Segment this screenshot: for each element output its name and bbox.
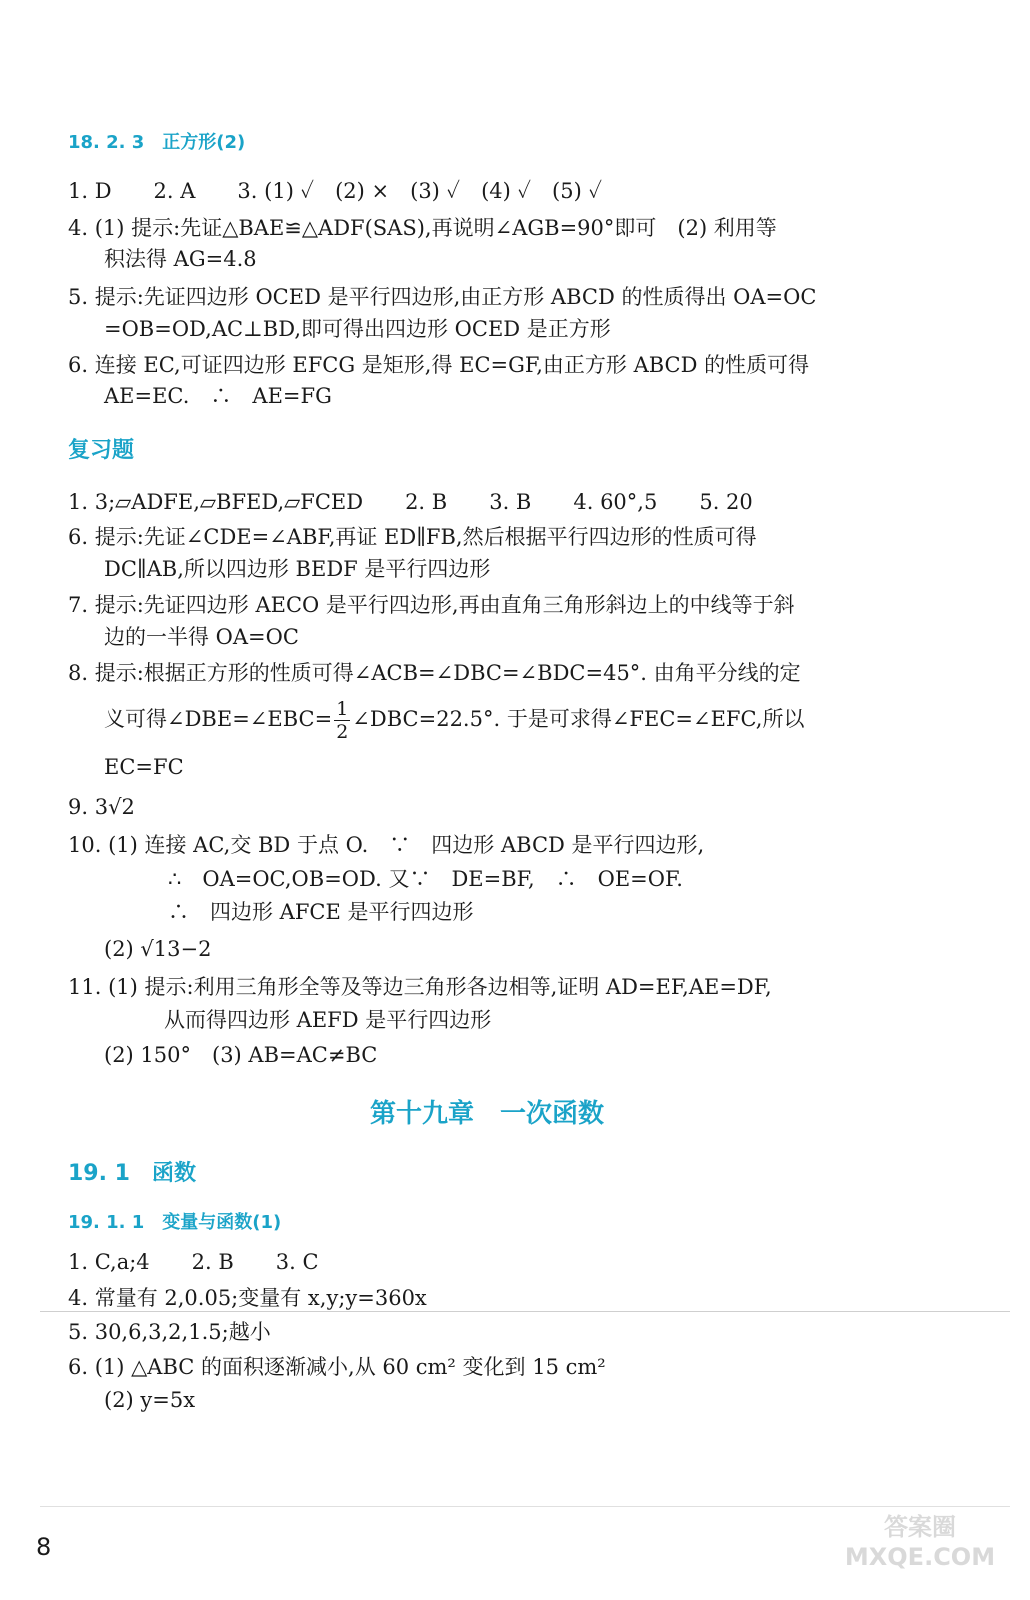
answer-line: 1. 3;▱ADFE,▱BFED,▱FCED 2. B 3. B 4. 60°,5 5. 20 bbox=[68, 490, 753, 514]
answer-line: 4. (1) 提示:先证△BAE≌△ADF(SAS),再说明∠AGB=90°即可 (2) 利用等 bbox=[68, 216, 777, 240]
answer-line: ∴ 四边形 AFCE 是平行四边形 bbox=[168, 900, 474, 924]
answer-line: 6. 连接 EC,可证四边形 EFCG 是矩形,得 EC=GF,由正方形 ABCD 的性质可得 bbox=[68, 353, 810, 377]
answer-line: 11. (1) 提示:利用三角形全等及等边三角形各边相等,证明 AD=EF,AE=DF, bbox=[68, 975, 772, 999]
section-heading-18-2-3: 18. 2. 3 正方形(2) bbox=[68, 132, 246, 153]
answer-line: 7. 提示:先证四边形 AECO 是平行四边形,再由直角三角形斜边上的中线等于斜 bbox=[68, 593, 795, 617]
watermark: 答案圈 MXQE.COM bbox=[844, 1513, 996, 1571]
text-segment: 义可得∠DBE=∠EBC= bbox=[104, 707, 333, 731]
fraction bbox=[334, 698, 350, 743]
answer-line: 6. (1) △ABC 的面积逐渐减小,从 60 cm² 变化到 15 cm² bbox=[68, 1355, 606, 1379]
answer-line: 5. 提示:先证四边形 OCED 是平行四边形,由正方形 ABCD 的性质得出 OA=OC bbox=[68, 285, 817, 309]
answer-line: (2) y=5x bbox=[104, 1388, 196, 1412]
section-heading-review: 复习题 bbox=[68, 438, 135, 463]
answer-line: 4. 常量有 2,0.05;变量有 x,y;y=360x bbox=[68, 1286, 427, 1310]
divider bbox=[40, 1311, 1010, 1312]
answer-line: 5. 30,6,3,2,1.5;越小 bbox=[68, 1320, 271, 1344]
footer-divider bbox=[40, 1506, 1010, 1507]
answer-line: (2) 150° (3) AB=AC≠BC bbox=[104, 1043, 378, 1067]
answer-line-with-fraction bbox=[104, 698, 804, 743]
answer-line: 9. 3√2 bbox=[68, 795, 135, 819]
answer-line: ∴ OA=OC,OB=OD. 又∵ DE=BF, ∴ OE=OF. bbox=[168, 867, 683, 891]
answer-line: AE=EC. ∴ AE=FG bbox=[104, 384, 332, 408]
answer-line: 边的一半得 OA=OC bbox=[104, 625, 299, 649]
answer-line: 1. D 2. A 3. (1) ✓ (2) × (3) ✓ (4) ✓ (5) ✓ bbox=[68, 179, 603, 203]
answer-line: 从而得四边形 AEFD 是平行四边形 bbox=[164, 1008, 492, 1032]
answer-line: EC=FC bbox=[104, 755, 184, 779]
answer-line: DC∥AB,所以四边形 BEDF 是平行四边形 bbox=[104, 557, 491, 581]
text-segment: ∠DBC=22.5°. 于是可求得∠FEC=∠EFC,所以 bbox=[352, 707, 805, 731]
answer-line: (2) √13−2 bbox=[104, 937, 212, 961]
answer-line: 1. C,a;4 2. B 3. C bbox=[68, 1250, 319, 1274]
section-heading-19-1-1: 19. 1. 1 变量与函数(1) bbox=[68, 1212, 282, 1233]
answer-line: =OB=OD,AC⊥BD,即可得出四边形 OCED 是正方形 bbox=[104, 317, 611, 341]
answer-line: 6. 提示:先证∠CDE=∠ABF,再证 ED∥FB,然后根据平行四边形的性质可得 bbox=[68, 525, 757, 549]
answer-line: 积法得 AG=4.8 bbox=[104, 247, 257, 271]
chapter-title: 第十九章 一次函数 bbox=[370, 1099, 605, 1129]
section-heading-19-1: 19. 1 函数 bbox=[68, 1161, 196, 1186]
fraction-numerator: 1 bbox=[336, 698, 349, 720]
answer-line: 10. (1) 连接 AC,交 BD 于点 O. ∵ 四边形 ABCD 是平行四边形, bbox=[68, 833, 705, 857]
page-number: 8 bbox=[36, 1533, 52, 1561]
fraction-denominator: 2 bbox=[336, 721, 349, 743]
answer-line: 8. 提示:根据正方形的性质可得∠ACB=∠DBC=∠BDC=45°. 由角平分线的定 bbox=[68, 661, 801, 685]
